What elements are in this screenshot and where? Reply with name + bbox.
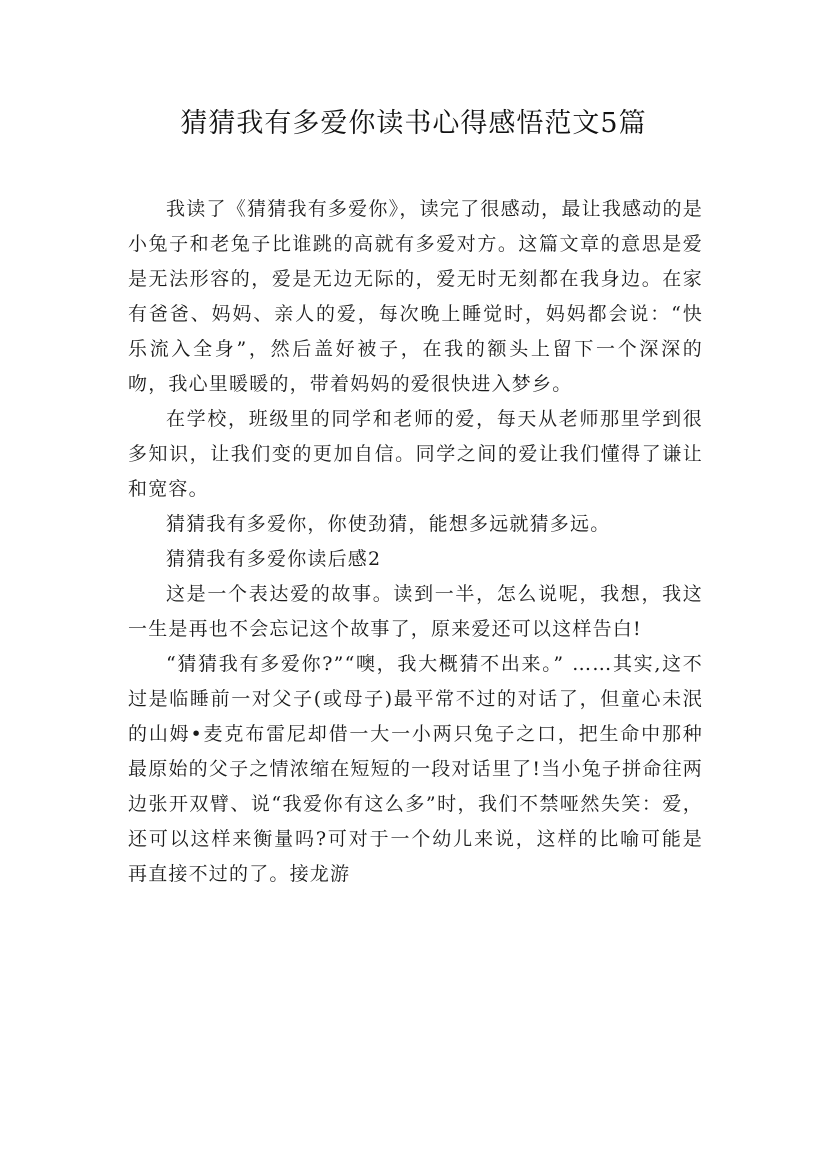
section-heading-2: 猜猜我有多爱你读后感2 [166, 548, 382, 570]
paragraph-story: 这是一个表达爱的故事。读到一半，怎么说呢，我想，我这一生是再也不会忘记这个故事了，原来爱还可以这样告白! [128, 583, 703, 640]
paragraph-dialogue: “猜猜我有多爱你?”“噢，我大概猜不出来。” ……其实,这不过是临睡前一对父子(或母子)最平常不过的对话了，但童心未泯的山姆•麦克布雷尼却借一大一小两只兔子之口，把生命中那种最原始的父子之情浓缩在短短的一段对话里了!当小兔子拼命往两边张开双臂、说“我爱你有这么多”时，我们不禁哑然失笑：爱，还可以这样来衡量吗?可对于一个幼儿来说，这样的比喻可能是再直接不过的了。接龙游 [128, 653, 703, 885]
paragraph-school: 在学校，班级里的同学和老师的爱，每天从老师那里学到很多知识，让我们变的更加自信。同学之间的爱让我们懂得了谦让和宽容。 [128, 408, 703, 500]
document-body [128, 192, 703, 892]
document-title: 猜猜我有多爱你读书心得感悟范文5篇 [180, 108, 647, 139]
paragraph-intro: 我读了《猜猜我有多爱你》，读完了很感动，最让我感动的是小兔子和老兔子比谁跳的高就有多爱对方。这篇文章的意思是爱是无法形容的，爱是无边无际的，爱无时无刻都在我身边。在家有爸爸、妈妈、亲人的爱，每次晚上睡觉时，妈妈都会说：“快乐流入全身”，然后盖好被子，在我的额头上留下一个深深的吻，我心里暖暖的，带着妈妈的爱很快进入梦乡。 [128, 198, 703, 395]
paragraph-guess: 猜猜我有多爱你，你使劲猜，能想多远就猜多远。 [166, 513, 611, 535]
